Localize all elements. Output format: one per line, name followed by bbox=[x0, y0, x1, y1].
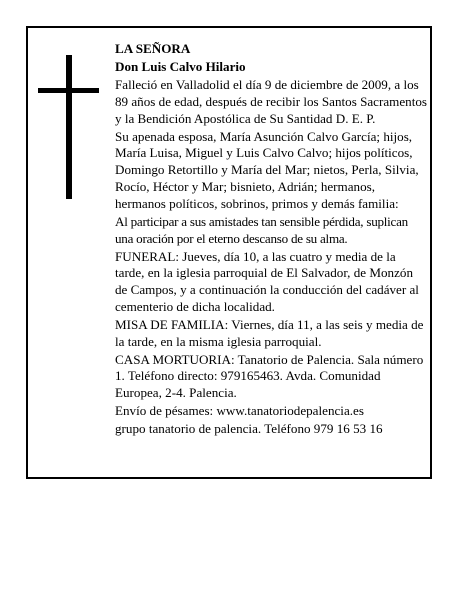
funeral-group-phone: grupo tanatorio de palencia. Teléfono 979 16 53 16 bbox=[115, 421, 383, 437]
deceased-name: Don Luis Calvo Hilario bbox=[115, 58, 246, 74]
obituary-notice bbox=[26, 26, 432, 479]
condolences-website: Envío de pésames: www.tanatoriodepalencia.es bbox=[115, 403, 364, 419]
cross-vertical-bar bbox=[66, 55, 72, 199]
family-mass-details: MISA DE FAMILIA: Viernes, día 11, a las seis y media de la tarde, en la misma iglesia parroquial. bbox=[115, 316, 424, 349]
cross-horizontal-bar bbox=[38, 88, 99, 93]
family-list: Su apenada esposa, María Asunción Calvo García; hijos, María Luisa, Miguel y Luis Calvo Calvo; hijos políticos, Domingo Retortillo y María del Mar; nietos, Perla, Silvia, Rocío, Héctor y Mar; bisnieto, Adrián; hermanos, hermanos políticos, sobrinos, primos y demás familia: bbox=[115, 128, 419, 211]
notice-title: LA SEÑORA bbox=[115, 41, 191, 56]
prayer-request: Al participar a sus amistades tan sensible pérdida, suplican una oración por el eterno descanso de su alma. bbox=[115, 213, 408, 246]
funeral-details: FUNERAL: Jueves, día 10, a las cuatro y media de la tarde, en la iglesia parroquial de El Salvador, de Monzón de Campos, y a continuación la conducción del cadáver al cementerio de dicha localidad. bbox=[115, 248, 419, 314]
funeral-home-details: CASA MORTUORIA: Tanatorio de Palencia. Sala número 1. Teléfono directo: 979165463. Avda. Comunidad Europea, 2-4. Palencia. bbox=[115, 351, 424, 401]
death-announcement: Falleció en Valladolid el día 9 de diciembre de 2009, a los 89 años de edad, después de recibir los Santos Sacramentos y la Bendición Apostólica de Su Santidad D. E. P. bbox=[115, 76, 427, 126]
cross-icon bbox=[38, 55, 99, 199]
notice-text bbox=[115, 41, 427, 438]
